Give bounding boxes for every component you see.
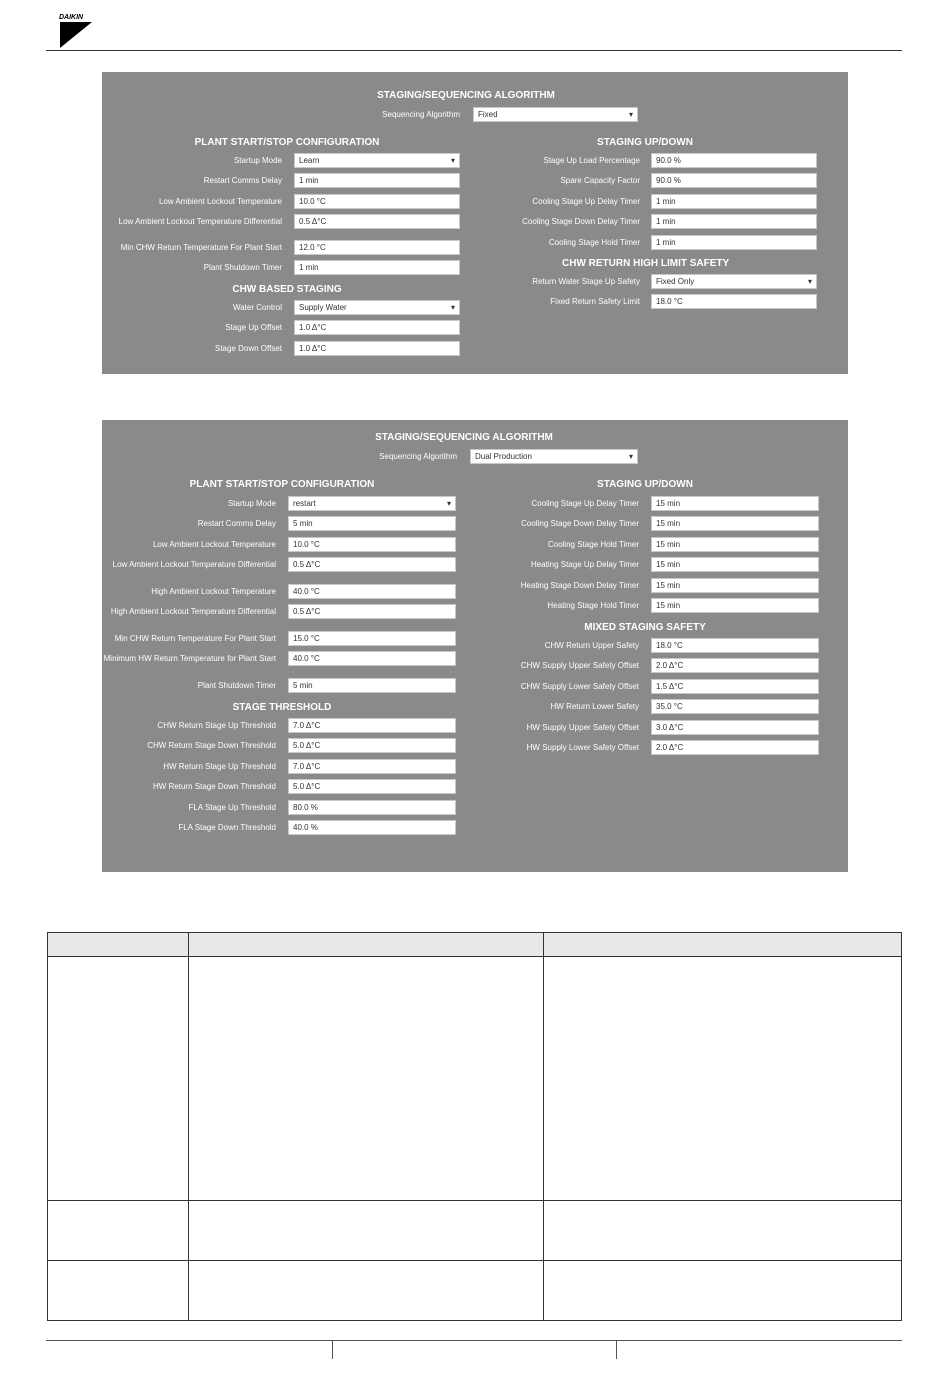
field-label-high-ambient-lockout-temperature-differential: High Ambient Lockout Temperature Differential [110, 607, 276, 616]
field-label-chw-return-upper-safety: CHW Return Upper Safety [544, 641, 639, 650]
plant-start-stop-title: PLANT START/STOP CONFIGURATION [189, 479, 375, 490]
chw-based-staging-title: CHW BASED STAGING [232, 284, 342, 295]
field-label-low-ambient-lockout-temperature: Low Ambient Lockout Temperature [152, 540, 276, 549]
field-label-cooling-stage-down-delay-timer: Cooling Stage Down Delay Timer [522, 217, 640, 226]
field-input-restart-comms-delay[interactable]: 5 min [288, 516, 456, 531]
field-label-hw-return-lower-safety: HW Return Lower Safety [550, 702, 639, 711]
field-label-startup-mode: Startup Mode [227, 499, 276, 508]
field-input-high-ambient-lockout-temperature-differential[interactable]: 0.5 Δ°C [288, 604, 456, 619]
field-label-chw-return-stage-down-threshold: CHW Return Stage Down Threshold [147, 741, 276, 750]
field-input-hw-supply-lower-safety-offset[interactable]: 2.0 Δ°C [651, 740, 819, 755]
field-input-hw-return-stage-down-threshold[interactable]: 5.0 Δ°C [288, 779, 456, 794]
field-label-stage-up-offset: Stage Up Offset [225, 323, 282, 332]
field-input-min-chw-return-temperature-for-plant-start[interactable]: 15.0 °C [288, 631, 456, 646]
field-input-plant-shutdown-timer[interactable]: 5 min [288, 678, 456, 693]
stage-threshold-title: STAGE THRESHOLD [232, 702, 332, 713]
field-label-low-ambient-lockout-temperature: Low Ambient Lockout Temperature [158, 197, 282, 206]
field-label-heating-stage-down-delay-timer: Heating Stage Down Delay Timer [520, 581, 639, 590]
field-input-stage-up-offset[interactable]: 1.0 Δ°C [294, 320, 460, 335]
panel-title: STAGING/SEQUENCING ALGORITHM [375, 432, 553, 443]
field-label-spare-capacity-factor: Spare Capacity Factor [560, 176, 640, 185]
field-input-high-ambient-lockout-temperature[interactable]: 40.0 °C [288, 584, 456, 599]
field-input-fla-stage-up-threshold[interactable]: 80.0 % [288, 800, 456, 815]
staging-panel-fixed [102, 72, 848, 374]
staging-up-down-title: STAGING UP/DOWN [597, 479, 693, 490]
field-input-startup-mode[interactable]: restart ▾ [288, 496, 456, 511]
field-input-stage-down-offset[interactable]: 1.0 Δ°C [294, 341, 460, 356]
column-divider [543, 933, 544, 1320]
field-input-heating-stage-up-delay-timer[interactable]: 15 min [651, 557, 819, 572]
footer-separator [616, 1340, 617, 1359]
field-input-chw-return-upper-safety[interactable]: 18.0 °C [651, 638, 819, 653]
field-label-startup-mode: Startup Mode [233, 156, 282, 165]
field-label-return-water-stage-up-safety: Return Water Stage Up Safety [532, 277, 640, 286]
field-input-minimum-hw-return-temperature-for-plant-start[interactable]: 40.0 °C [288, 651, 456, 666]
field-label-water-control: Water Control [232, 303, 282, 312]
field-label-stage-down-offset: Stage Down Offset [215, 344, 282, 353]
sequencing-algorithm-label: Sequencing Algorithm [382, 110, 460, 119]
field-label-heating-stage-hold-timer: Heating Stage Hold Timer [547, 601, 639, 610]
field-label-stage-up-load-percentage: Stage Up Load Percentage [543, 156, 640, 165]
field-input-return-water-stage-up-safety[interactable]: Fixed Only ▾ [651, 274, 817, 289]
info-table [47, 932, 902, 1321]
table-header [48, 933, 901, 957]
field-label-cooling-stage-hold-timer: Cooling Stage Hold Timer [547, 540, 639, 549]
field-input-cooling-stage-hold-timer[interactable]: 15 min [651, 537, 819, 552]
field-input-spare-capacity-factor[interactable]: 90.0 % [651, 173, 817, 188]
field-input-stage-up-load-percentage[interactable]: 90.0 % [651, 153, 817, 168]
sequencing-algorithm-select[interactable]: Dual Production ▾ [470, 449, 638, 464]
field-label-heating-stage-up-delay-timer: Heating Stage Up Delay Timer [530, 560, 639, 569]
field-label-minimum-hw-return-temperature-for-plant-start: Minimum HW Return Temperature for Plant Start [103, 654, 276, 663]
field-label-restart-comms-delay: Restart Comms Delay [203, 176, 282, 185]
panel-title: STAGING/SEQUENCING ALGORITHM [377, 90, 555, 101]
table-row [48, 1201, 901, 1261]
field-input-water-control[interactable]: Supply Water ▾ [294, 300, 460, 315]
field-input-hw-return-lower-safety[interactable]: 35.0 °C [651, 699, 819, 714]
field-input-plant-shutdown-timer[interactable]: 1 min [294, 260, 460, 275]
field-label-min-chw-return-temperature-for-plant-start: Min CHW Return Temperature For Plant Start [120, 243, 282, 252]
field-input-cooling-stage-down-delay-timer[interactable]: 15 min [651, 516, 819, 531]
chw-return-high-limit-title: CHW RETURN HIGH LIMIT SAFETY [562, 258, 730, 269]
daikin-logo [58, 12, 94, 50]
field-label-high-ambient-lockout-temperature: High Ambient Lockout Temperature [151, 587, 276, 596]
field-input-hw-supply-upper-safety-offset[interactable]: 3.0 Δ°C [651, 720, 819, 735]
field-label-cooling-stage-hold-timer: Cooling Stage Hold Timer [548, 238, 640, 247]
column-divider [188, 933, 189, 1320]
field-input-chw-supply-lower-safety-offset[interactable]: 1.5 Δ°C [651, 679, 819, 694]
field-input-chw-return-stage-down-threshold[interactable]: 5.0 Δ°C [288, 738, 456, 753]
field-label-fla-stage-up-threshold: FLA Stage Up Threshold [188, 803, 276, 812]
field-input-fla-stage-down-threshold[interactable]: 40.0 % [288, 820, 456, 835]
field-label-hw-return-stage-up-threshold: HW Return Stage Up Threshold [163, 762, 276, 771]
field-label-plant-shutdown-timer: Plant Shutdown Timer [203, 263, 282, 272]
field-input-cooling-stage-up-delay-timer[interactable]: 15 min [651, 496, 819, 511]
field-label-cooling-stage-down-delay-timer: Cooling Stage Down Delay Timer [521, 519, 639, 528]
field-input-low-ambient-lockout-temperature-differential[interactable]: 0.5 Δ°C [288, 557, 456, 572]
field-input-hw-return-stage-up-threshold[interactable]: 7.0 Δ°C [288, 759, 456, 774]
field-input-restart-comms-delay[interactable]: 1 min [294, 173, 460, 188]
sequencing-algorithm-select[interactable]: Fixed ▾ [473, 107, 638, 122]
field-label-min-chw-return-temperature-for-plant-start: Min CHW Return Temperature For Plant Start [114, 634, 276, 643]
table-row [48, 957, 901, 1201]
field-label-low-ambient-lockout-temperature-differential: Low Ambient Lockout Temperature Differential [118, 217, 282, 226]
field-label-restart-comms-delay: Restart Comms Delay [197, 519, 276, 528]
staging-up-down-title: STAGING UP/DOWN [597, 137, 693, 148]
field-label-hw-supply-lower-safety-offset: HW Supply Lower Safety Offset [526, 743, 639, 752]
mixed-staging-safety-title: MIXED STAGING SAFETY [584, 622, 706, 633]
field-input-startup-mode[interactable]: Learn ▾ [294, 153, 460, 168]
header-divider [46, 50, 902, 51]
footer-separator [332, 1340, 333, 1359]
svg-text:DAIKIN: DAIKIN [59, 14, 84, 21]
field-input-heating-stage-down-delay-timer[interactable]: 15 min [651, 578, 819, 593]
field-label-chw-supply-upper-safety-offset: CHW Supply Upper Safety Offset [520, 661, 639, 670]
field-label-hw-return-stage-down-threshold: HW Return Stage Down Threshold [152, 782, 276, 791]
field-input-heating-stage-hold-timer[interactable]: 15 min [651, 598, 819, 613]
field-label-chw-return-stage-up-threshold: CHW Return Stage Up Threshold [157, 721, 276, 730]
field-label-low-ambient-lockout-temperature-differential: Low Ambient Lockout Temperature Differential [112, 560, 276, 569]
field-label-fixed-return-safety-limit: Fixed Return Safety Limit [550, 297, 640, 306]
plant-start-stop-title: PLANT START/STOP CONFIGURATION [194, 137, 380, 148]
field-label-cooling-stage-up-delay-timer: Cooling Stage Up Delay Timer [531, 499, 639, 508]
field-label-chw-supply-lower-safety-offset: CHW Supply Lower Safety Offset [520, 682, 639, 691]
field-label-hw-supply-upper-safety-offset: HW Supply Upper Safety Offset [526, 723, 639, 732]
field-input-cooling-stage-up-delay-timer[interactable]: 1 min [651, 194, 817, 209]
field-input-fixed-return-safety-limit[interactable]: 18.0 °C [651, 294, 817, 309]
field-input-chw-supply-upper-safety-offset[interactable]: 2.0 Δ°C [651, 658, 819, 673]
footer-divider [46, 1340, 902, 1341]
field-input-low-ambient-lockout-temperature[interactable]: 10.0 °C [294, 194, 460, 209]
field-input-cooling-stage-hold-timer[interactable]: 1 min [651, 235, 817, 250]
field-label-fla-stage-down-threshold: FLA Stage Down Threshold [178, 823, 276, 832]
staging-panel-dual [102, 420, 848, 872]
field-label-plant-shutdown-timer: Plant Shutdown Timer [197, 681, 276, 690]
field-input-min-chw-return-temperature-for-plant-start[interactable]: 12.0 °C [294, 240, 460, 255]
field-input-low-ambient-lockout-temperature-differential[interactable]: 0.5 Δ°C [294, 214, 460, 229]
field-label-cooling-stage-up-delay-timer: Cooling Stage Up Delay Timer [532, 197, 640, 206]
sequencing-algorithm-label: Sequencing Algorithm [379, 452, 457, 461]
field-input-chw-return-stage-up-threshold[interactable]: 7.0 Δ°C [288, 718, 456, 733]
field-input-cooling-stage-down-delay-timer[interactable]: 1 min [651, 214, 817, 229]
field-input-low-ambient-lockout-temperature[interactable]: 10.0 °C [288, 537, 456, 552]
